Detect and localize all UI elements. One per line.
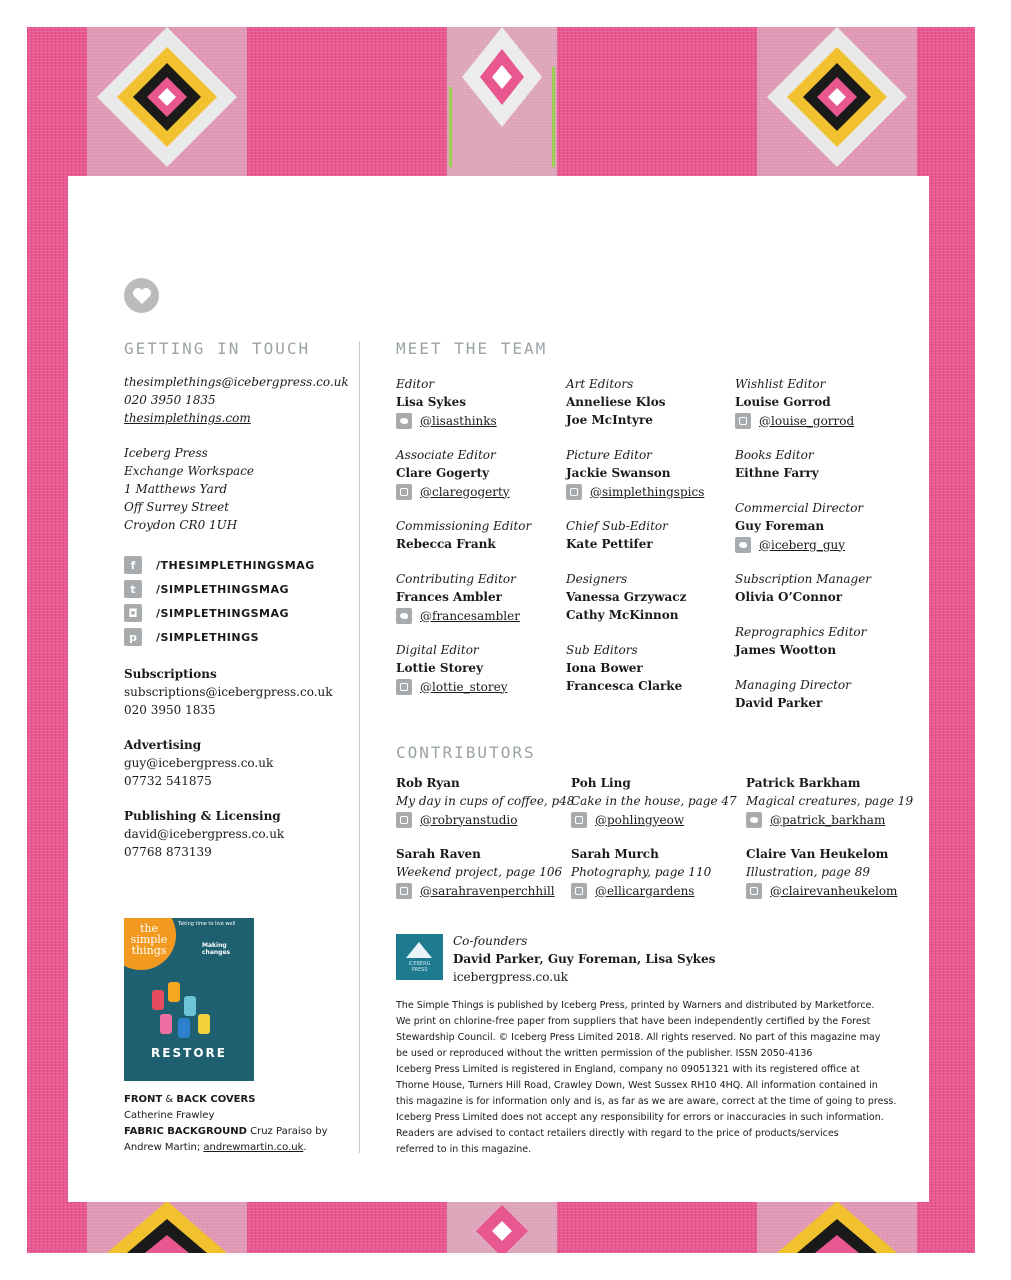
member-handle[interactable]: [396, 606, 520, 625]
member-handle[interactable]: [396, 411, 497, 430]
logo-word: PRESS: [411, 967, 428, 973]
pinterest-icon: p: [124, 628, 142, 646]
column-divider: [359, 341, 360, 1153]
instagram-icon: [566, 484, 582, 500]
contributor-desc: Illustration, page 89: [746, 865, 870, 879]
member-role: Editor: [396, 377, 435, 391]
cover-logo: [127, 923, 171, 956]
handle-link[interactable]: @iceberg_guy: [759, 537, 846, 552]
team-member: [396, 375, 497, 430]
thread-spool: [152, 990, 164, 1010]
heart-icon: [132, 287, 152, 305]
member-handle[interactable]: [735, 535, 863, 554]
member-name: Lottie Storey: [396, 661, 484, 675]
contributor-name: Poh Ling: [571, 776, 631, 790]
contributor-desc: Photography, page 110: [571, 865, 712, 879]
kilim-pattern-bottom: [27, 1201, 975, 1253]
contributor-handle[interactable]: [571, 881, 711, 900]
contributor: [396, 845, 562, 900]
handle-link[interactable]: @clairevanheukelom: [770, 883, 898, 898]
twitter-icon: t: [124, 580, 142, 598]
cover-logo-word: simple: [130, 933, 168, 946]
cover-credits: [124, 1092, 334, 1156]
kilim-pattern-top: [27, 27, 975, 177]
team-member: [735, 676, 851, 712]
instagram-icon: [396, 812, 412, 828]
contributor-name: Sarah Raven: [396, 847, 481, 861]
credit-label: FABRIC BACKGROUND: [124, 1126, 247, 1137]
member-name: Francesca Clarke: [566, 679, 683, 693]
team-member: [396, 570, 520, 625]
address-block: [124, 444, 254, 534]
content-card: [68, 176, 929, 1202]
subscriptions-email[interactable]: subscriptions@icebergpress.co.uk: [124, 685, 333, 699]
publishing-phone: 07768 873139: [124, 845, 212, 859]
twitter-icon: [396, 608, 412, 624]
member-name: Olivia O’Connor: [735, 590, 843, 604]
cover-title: RESTORE: [151, 1046, 227, 1060]
handle-link[interactable]: @lottie_storey: [420, 679, 508, 694]
member-role: Sub Editors: [566, 643, 638, 657]
member-name: Rebecca Frank: [396, 537, 496, 551]
member-role: Books Editor: [735, 448, 814, 462]
credit-name: Catherine Frawley: [124, 1110, 215, 1121]
contributor-handle[interactable]: [571, 810, 737, 829]
instagram-icon: [571, 812, 587, 828]
footer-line: The Simple Things is published by Iceberg Press, printed by Warners and distributed by Marketforce.: [396, 1000, 875, 1011]
team-member: [735, 375, 854, 430]
legal-footer: [396, 998, 897, 1158]
contributor-handle[interactable]: [396, 881, 562, 900]
team-member: [566, 375, 665, 429]
member-handle[interactable]: [396, 677, 507, 696]
member-name: Kate Pettifer: [566, 537, 653, 551]
member-name: Lisa Sykes: [396, 395, 467, 409]
cofounders-block: [453, 932, 715, 986]
cover-headline: [202, 942, 230, 956]
contact-phone: 020 3950 1835: [124, 393, 216, 407]
member-name: Louise Gorrod: [735, 395, 831, 409]
subscriptions-heading: Subscriptions: [124, 667, 217, 681]
getting-in-touch-title: GETTING IN TOUCH: [124, 339, 311, 358]
handle-link[interactable]: @ellicargardens: [595, 883, 695, 898]
subscriptions-block: [124, 665, 333, 719]
social-label[interactable]: /SIMPLETHINGSMAG: [156, 606, 290, 620]
handle-link[interactable]: @simplethingspics: [590, 484, 705, 499]
member-name: Clare Gogerty: [396, 466, 490, 480]
member-role: Wishlist Editor: [735, 377, 826, 391]
footer-line: referred to in this magazine.: [396, 1144, 532, 1155]
handle-link[interactable]: @louise_gorrod: [759, 413, 855, 428]
credit-label: FRONT: [124, 1094, 163, 1105]
handle-link[interactable]: @lisasthinks: [420, 413, 497, 428]
contributor-name: Sarah Murch: [571, 847, 659, 861]
advertising-block: [124, 736, 273, 790]
social-pinterest[interactable]: [124, 628, 259, 646]
contributor: [571, 774, 737, 829]
subscriptions-phone: 020 3950 1835: [124, 703, 216, 717]
cofounders-label: Co-founders: [453, 934, 528, 948]
handle-link[interactable]: @sarahravenperchhill: [420, 883, 555, 898]
handle-link[interactable]: @patrick_barkham: [770, 812, 886, 827]
contributor-desc: Magical creatures, page 19: [746, 794, 914, 808]
contributor-handle[interactable]: [746, 810, 913, 829]
team-member: [735, 499, 863, 554]
heart-logo: [124, 278, 159, 313]
credit-text: Andrew Martin;: [124, 1142, 201, 1153]
member-name: Anneliese Klos: [566, 395, 666, 409]
iceberg-press-logo: [396, 934, 443, 980]
member-handle[interactable]: [735, 411, 854, 430]
cover-headline-word: changes: [202, 949, 231, 956]
logo-word: ICEBERG: [408, 961, 431, 967]
team-member: [735, 446, 819, 482]
thread-spool: [184, 996, 196, 1016]
member-role: Reprographics Editor: [735, 625, 867, 639]
member-role: Managing Director: [735, 678, 851, 692]
team-member: [396, 641, 507, 696]
instagram-icon: [746, 883, 762, 899]
member-name: Vanessa Grzywacz: [566, 590, 687, 604]
advertising-email[interactable]: guy@icebergpress.co.uk: [124, 756, 274, 770]
member-handle[interactable]: [566, 482, 704, 501]
member-name: Guy Foreman: [735, 519, 825, 533]
footer-line: We print on chlorine-free paper from suppliers that have been independently certified by the Forest: [396, 1016, 871, 1027]
team-member: [566, 446, 704, 501]
publishing-heading: Publishing & Licensing: [124, 809, 281, 823]
member-role: Commissioning Editor: [396, 519, 532, 533]
address-line: Iceberg Press: [124, 446, 208, 460]
contributor-handle[interactable]: [746, 881, 897, 900]
contact-email[interactable]: thesimplethings@icebergpress.co.uk: [124, 375, 349, 389]
contributor: [571, 845, 711, 900]
member-name: Jackie Swanson: [566, 466, 671, 480]
member-name: Joe McIntyre: [566, 413, 653, 427]
team-member: [396, 517, 531, 553]
handle-link[interactable]: @robryanstudio: [420, 812, 518, 827]
member-name: James Wootton: [735, 643, 837, 657]
instagram-icon: [396, 679, 412, 695]
footer-line: this magazine is for information only and is, as far as we are aware, correct at the time of going to press.: [396, 1096, 897, 1107]
handle-link[interactable]: @pohlingyeow: [595, 812, 685, 827]
credit-text: Cruz Paraiso by: [250, 1126, 328, 1137]
twitter-icon: [746, 812, 762, 828]
fabric-link[interactable]: andrewmartin.co.uk: [203, 1142, 304, 1153]
team-member: [566, 641, 682, 695]
logo-text: [396, 961, 443, 973]
thread-spool: [178, 1018, 190, 1038]
cofounders-site[interactable]: icebergpress.co.uk: [453, 970, 569, 984]
footer-line: Iceberg Press Limited is registered in England, company no 09051321 with its registered office at: [396, 1064, 860, 1075]
member-role: Picture Editor: [566, 448, 652, 462]
meet-the-team-title: MEET THE TEAM: [396, 339, 548, 358]
thread-spool: [160, 1014, 172, 1034]
credit-label: BACK COVERS: [176, 1094, 256, 1105]
instagram-icon: [735, 413, 751, 429]
instagram-icon: ◘: [124, 604, 142, 622]
credit-text: .: [303, 1142, 307, 1153]
member-role: Commercial Director: [735, 501, 864, 515]
contributor: [746, 845, 897, 900]
instagram-icon: [396, 484, 412, 500]
credit-and: &: [165, 1094, 174, 1105]
contributor: [396, 774, 575, 829]
footer-line: Thorne House, Turners Hill Road, Crawley Down, West Sussex RH10 4HQ. All information contained in: [396, 1080, 878, 1091]
cofounders-names: David Parker, Guy Foreman, Lisa Sykes: [453, 952, 716, 966]
instagram-icon: [571, 883, 587, 899]
member-role: Subscription Manager: [735, 572, 872, 586]
publishing-block: [124, 807, 284, 861]
member-role: Art Editors: [566, 377, 634, 391]
contributor: [746, 774, 913, 829]
contributor-name: Patrick Barkham: [746, 776, 861, 790]
twitter-icon: [735, 537, 751, 553]
member-name: Iona Bower: [566, 661, 643, 675]
social-facebook[interactable]: [124, 556, 315, 574]
advertising-heading: Advertising: [124, 738, 202, 752]
handle-link[interactable]: @claregogerty: [420, 484, 510, 499]
contributor-handle[interactable]: [396, 810, 575, 829]
team-member: [566, 517, 668, 553]
contributors-title: CONTRIBUTORS: [396, 743, 536, 762]
member-role: Associate Editor: [396, 448, 496, 462]
social-label[interactable]: /THESIMPLETHINGSMAG: [156, 558, 315, 572]
cover-headline-word: Making: [202, 942, 227, 949]
member-role: Designers: [566, 572, 628, 586]
member-role: Chief Sub-Editor: [566, 519, 668, 533]
facebook-icon: f: [124, 556, 142, 574]
member-role: Digital Editor: [396, 643, 479, 657]
footer-line: Stewardship Council. © Iceberg Press Limited 2018. All rights reserved. No part of this magazine may: [396, 1032, 881, 1043]
member-role: Contributing Editor: [396, 572, 516, 586]
address-line: Croydon CR0 1UH: [124, 518, 238, 532]
contact-block: [124, 373, 349, 427]
team-member: [735, 623, 866, 659]
footer-line: Iceberg Press Limited does not accept any responsibility for errors or inaccuracies in such information.: [396, 1112, 884, 1123]
footer-line: Readers are advised to contact retailers directly with regard to the price of products/services: [396, 1128, 839, 1139]
member-handle[interactable]: [396, 482, 510, 501]
social-label[interactable]: /SIMPLETHINGS: [156, 630, 260, 644]
cover-tagline: Taking time to live well: [178, 921, 236, 927]
team-member: [396, 446, 510, 501]
contact-website-link[interactable]: thesimplethings.com: [124, 411, 251, 425]
handle-link[interactable]: @francesambler: [420, 608, 520, 623]
instagram-icon: [396, 883, 412, 899]
member-name: David Parker: [735, 696, 823, 710]
twitter-icon: [396, 413, 412, 429]
contributor-name: Rob Ryan: [396, 776, 460, 790]
magazine-cover: [124, 918, 254, 1081]
contributor-desc: Weekend project, page 106: [396, 865, 563, 879]
contributor-desc: Cake in the house, page 47: [571, 794, 737, 808]
cover-logo-word: things: [131, 944, 167, 957]
member-name: Eithne Farry: [735, 466, 819, 480]
member-name: Frances Ambler: [396, 590, 502, 604]
social-twitter[interactable]: [124, 580, 289, 598]
thread-spool: [168, 982, 180, 1002]
social-instagram[interactable]: [124, 604, 289, 622]
contributor-desc: My day in cups of coffee, p48: [396, 794, 575, 808]
iceberg-icon: [406, 942, 432, 958]
footer-line: be used or reproduced without the written permission of the publisher. ISSN 2050-4136: [396, 1048, 813, 1059]
member-name: Cathy McKinnon: [566, 608, 679, 622]
address-line: Off Surrey Street: [124, 500, 230, 514]
cover-logo-word: the: [139, 922, 158, 935]
thread-spool: [198, 1014, 210, 1034]
social-label[interactable]: /SIMPLETHINGSMAG: [156, 582, 290, 596]
address-line: Exchange Workspace: [124, 464, 255, 478]
publishing-email[interactable]: david@icebergpress.co.uk: [124, 827, 285, 841]
advertising-phone: 07732 541875: [124, 774, 212, 788]
team-member: [735, 570, 871, 606]
address-line: 1 Matthews Yard: [124, 482, 228, 496]
team-member: [566, 570, 686, 624]
contributor-name: Claire Van Heukelom: [746, 847, 889, 861]
